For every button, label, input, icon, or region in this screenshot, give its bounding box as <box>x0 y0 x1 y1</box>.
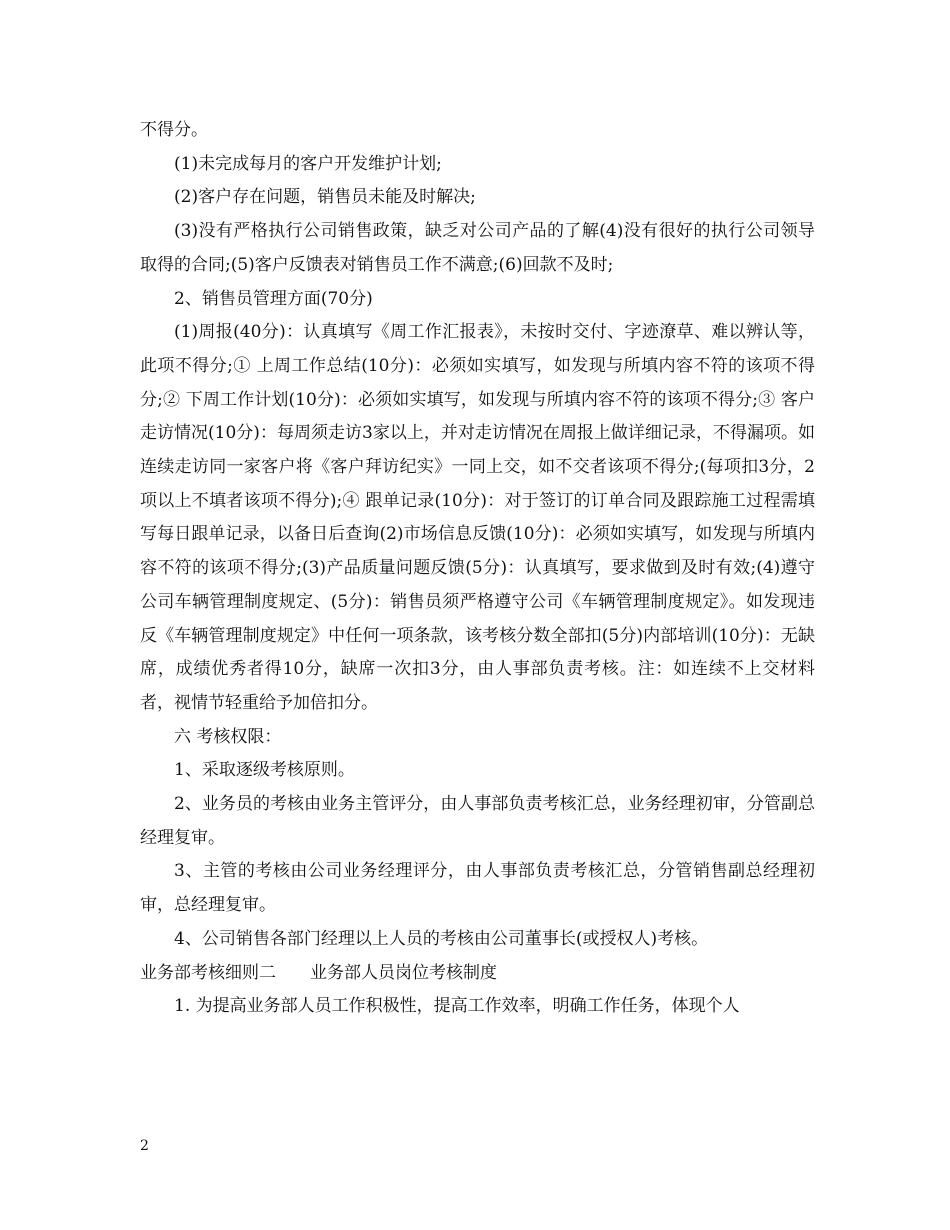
paragraph: 3、主管的考核由公司业务经理评分，由人事部负责考核汇总，分管销售副总经理初审，总经理复审。 <box>140 861 815 916</box>
paragraph: 不得分。 <box>140 120 208 140</box>
paragraph: 1、采取逐级考核原则。 <box>174 760 355 781</box>
paragraph: (2)客户存在问题，销售员未能及时解决; <box>174 187 476 208</box>
paragraph: (1)未完成每月的客户开发维护计划; <box>174 153 442 174</box>
section-title: 业务部考核细则二 业务部人员岗位考核制度 <box>140 962 497 983</box>
paragraph: 4、公司销售各部门经理以上人员的考核由公司董事长(或授权人)考核。 <box>174 928 709 949</box>
page-number: 2 <box>140 1138 149 1154</box>
paragraph: 2、业务员的考核由业务主管评分，由人事部负责考核汇总，业务经理初审，分管副总经理复审。 <box>140 794 815 848</box>
body-text <box>140 114 815 1024</box>
paragraph: (1)周报(40分)：认真填写《周工作汇报表》，未按时交付、字迹潦草、难以辨认等，此项不得分;① 上周工作总结(10分)：必须如实填写，如发现与所填内容不符的该项不得分;② 下周工作计划(10分)：必须如实填写，如发现与所填内容不符的该项不得分;③ 客户走访情况(10分)：每周须走访3家以上，并对走访情况在周报上做详细记录，不得漏项。如连续走访同一家客户将《客户拜访纪实》一同上交，如不交者该项不得分;(每项扣3分，2项以上不填者该项不得分);④ 跟单记录(10分)：对于签订的订单合同及跟踪施工过程需填写每日跟单记录，以备日后查询(2)市场信息反馈(10分)：必须如实填写，如发现与所填内容不符的该项不得分;(3)产品质量问题反馈(5分)：认真填写，要求做到及时有效;(4)遵守公司车辆管理制度规定、(5分)：销售员须严格遵守公司《车辆管理制度规定》。如发现违反《车辆管理制度规定》中任何一项条款，该考核分数全部扣(5分)内部培训(10分)：无缺席，成绩优秀者得10分，缺席一次扣3分，由人事部负责考核。注：如连续不上交材料者，视情节轻重给予加倍扣分。 <box>140 322 815 713</box>
paragraph: (3)没有严格执行公司销售政策，缺乏对公司产品的了解(4)没有很好的执行公司领导取得的合同;(5)客户反馈表对销售员工作不满意;(6)回款不及时; <box>140 221 815 275</box>
paragraph: 2、销售员管理方面(70分) <box>174 288 373 309</box>
paragraph: 1. 为提高业务部人员工作积极性，提高工作效率，明确工作任务，体现个人 <box>174 996 740 1017</box>
section-heading: 六 考核权限： <box>174 726 282 747</box>
